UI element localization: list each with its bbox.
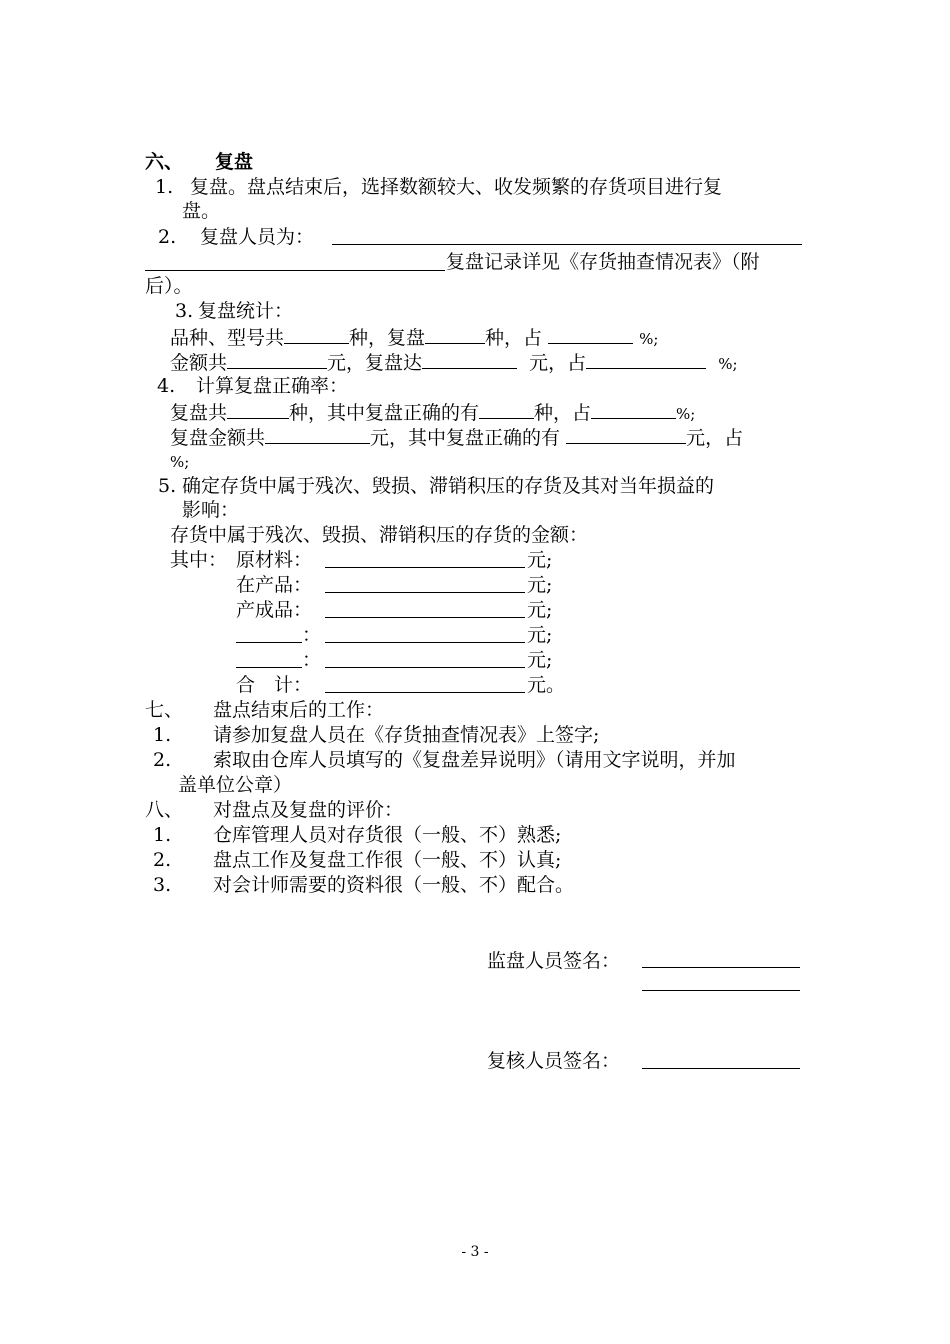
item-7-2-cont: 盖单位公章）: [178, 774, 293, 796]
item-7-1-number: 1.: [153, 724, 172, 746]
item-6-2-label: 复盘人员为：: [200, 226, 315, 248]
item-6-5-number: 5.: [158, 475, 177, 497]
stats-line-1: [170, 324, 658, 351]
custom-category-2-amount-blank[interactable]: [325, 667, 525, 668]
percent-sign: %;: [639, 330, 659, 348]
reviewer-names-blank[interactable]: [332, 244, 802, 245]
custom-category-2-unit: 元;: [527, 649, 553, 671]
item-6-5-text-cont: 影响：: [182, 499, 240, 521]
custom-category-1-amount-blank[interactable]: [325, 642, 525, 643]
varieties-total-blank[interactable]: [284, 324, 349, 344]
stats-amount-percent-label: 元，占: [529, 352, 587, 374]
item-8-1-text: 仓库管理人员对存货很（一般、不）熟悉;: [213, 824, 562, 846]
custom-category-2-blank[interactable]: [236, 667, 302, 668]
accuracy-recheck-label: 复盘共: [170, 402, 228, 424]
item-6-1-text: 复盘。盘点结束后，选择数额较大、收发频繁的存货项目进行复: [190, 176, 723, 198]
item-6-2-number: 2.: [158, 226, 177, 248]
item-8-3-number: 3.: [153, 874, 172, 896]
item-6-4-label: 计算复盘正确率：: [196, 375, 349, 397]
amount-recheck-blank[interactable]: [422, 349, 517, 369]
item-6-2-cont: 后）。: [145, 275, 193, 297]
amount-percent-blank[interactable]: [586, 349, 706, 369]
section-6-number: 六、: [145, 151, 184, 173]
total-unit: 元。: [527, 674, 566, 696]
supervisor-signature-line-1[interactable]: [642, 967, 800, 968]
varieties-recheck-blank[interactable]: [425, 324, 485, 344]
item-8-3-text: 对会计师需要的资料很（一般、不）配合。: [213, 874, 575, 896]
section-7-number: 七、: [145, 699, 184, 721]
supervisor-signature-label: 监盘人员签名：: [487, 950, 621, 972]
custom-category-2-colon: ：: [302, 649, 322, 671]
item-8-1-number: 1.: [153, 824, 172, 846]
stats-amount-label: 金额共: [170, 352, 228, 374]
finished-goods-unit: 元;: [527, 599, 553, 621]
section-8-title: 对盘点及复盘的评价：: [213, 799, 404, 821]
raw-material-blank[interactable]: [325, 567, 525, 568]
percent-sign-3: %;: [676, 405, 696, 423]
item-6-5-text: 确定存货中属于残次、毁损、滞销积压的存货及其对当年损益的: [182, 475, 715, 497]
item-8-2-number: 2.: [153, 849, 172, 871]
reviewer-names-blank-2[interactable]: [145, 270, 445, 271]
accuracy-percent-label: 种，占: [534, 402, 592, 424]
custom-category-1-unit: 元;: [527, 624, 553, 646]
reviewer-signature-label: 复核人员签名：: [487, 1050, 621, 1072]
item-7-1-text: 请参加复盘人员在《存货抽查情况表》上签字;: [213, 724, 600, 746]
section-7-title: 盘点结束后的工作：: [213, 699, 385, 721]
percent-sign-2: %;: [718, 355, 738, 373]
finished-goods-label: 产成品：: [236, 599, 313, 621]
section-6-title: 复盘: [215, 151, 254, 173]
amount-total-blank[interactable]: [227, 349, 327, 369]
accuracy-amount-label: 复盘金额共: [170, 427, 266, 449]
wip-blank[interactable]: [325, 592, 525, 593]
item-6-1-text-cont: 盘。: [182, 200, 221, 222]
item-7-2-text: 索取由仓库人员填写的《复盘差异说明》（请用文字说明，并加: [213, 749, 736, 771]
item-6-1-number: 1.: [155, 176, 174, 198]
section-8-number: 八、: [145, 799, 184, 821]
stats-amount-recheck-label: 元，复盘达: [327, 352, 423, 374]
total-blank[interactable]: [325, 692, 525, 693]
accuracy-line-1: [170, 399, 695, 426]
stats-line-2: [170, 349, 738, 376]
recheck-amount-blank[interactable]: [265, 424, 370, 444]
item-6-5-subtitle: 存货中属于残次、毁损、滞销积压的存货的金额：: [170, 524, 589, 546]
wip-unit: 元;: [527, 574, 553, 596]
custom-category-1-colon: ：: [302, 624, 322, 646]
raw-material-label: 原材料：: [236, 549, 313, 571]
raw-material-unit: 元;: [527, 549, 553, 571]
stats-varieties-label: 品种、型号共: [170, 327, 285, 349]
recheck-varieties-blank[interactable]: [227, 399, 289, 419]
finished-goods-blank[interactable]: [325, 617, 525, 618]
custom-category-1-blank[interactable]: [236, 642, 302, 643]
stats-recheck-label: 种，复盘: [349, 327, 426, 349]
item-6-3-number: 3.: [175, 300, 194, 322]
varieties-percent-blank[interactable]: [548, 324, 633, 344]
percent-sign-4: %;: [170, 453, 190, 471]
wip-label: 在产品：: [236, 574, 313, 596]
item-6-2-tail: 复盘记录详见《存货抽查情况表》（附: [446, 251, 760, 273]
correct-varieties-blank[interactable]: [479, 399, 534, 419]
item-6-3-label: 复盘统计：: [198, 300, 294, 322]
qizhong-label: 其中：: [170, 549, 228, 571]
item-7-2-number: 2.: [153, 749, 172, 771]
item-8-2-text: 盘点工作及复盘工作很（一般、不）认真;: [213, 849, 562, 871]
accuracy-line-2: [170, 424, 743, 450]
correct-amount-blank[interactable]: [566, 424, 686, 444]
reviewer-signature-line[interactable]: [642, 1068, 800, 1069]
correct-percent-blank[interactable]: [591, 399, 676, 419]
accuracy-amount-percent-label: 元，占: [686, 427, 744, 449]
accuracy-correct-label: 种，其中复盘正确的有: [289, 402, 480, 424]
page-number: - 3 -: [461, 1244, 489, 1260]
accuracy-amount-correct-label: 元，其中复盘正确的有: [370, 427, 561, 449]
supervisor-signature-line-2[interactable]: [642, 990, 800, 991]
total-label: 合 计：: [236, 674, 313, 696]
stats-percent-label: 种，占: [485, 327, 543, 349]
item-6-4-number: 4.: [157, 375, 176, 397]
